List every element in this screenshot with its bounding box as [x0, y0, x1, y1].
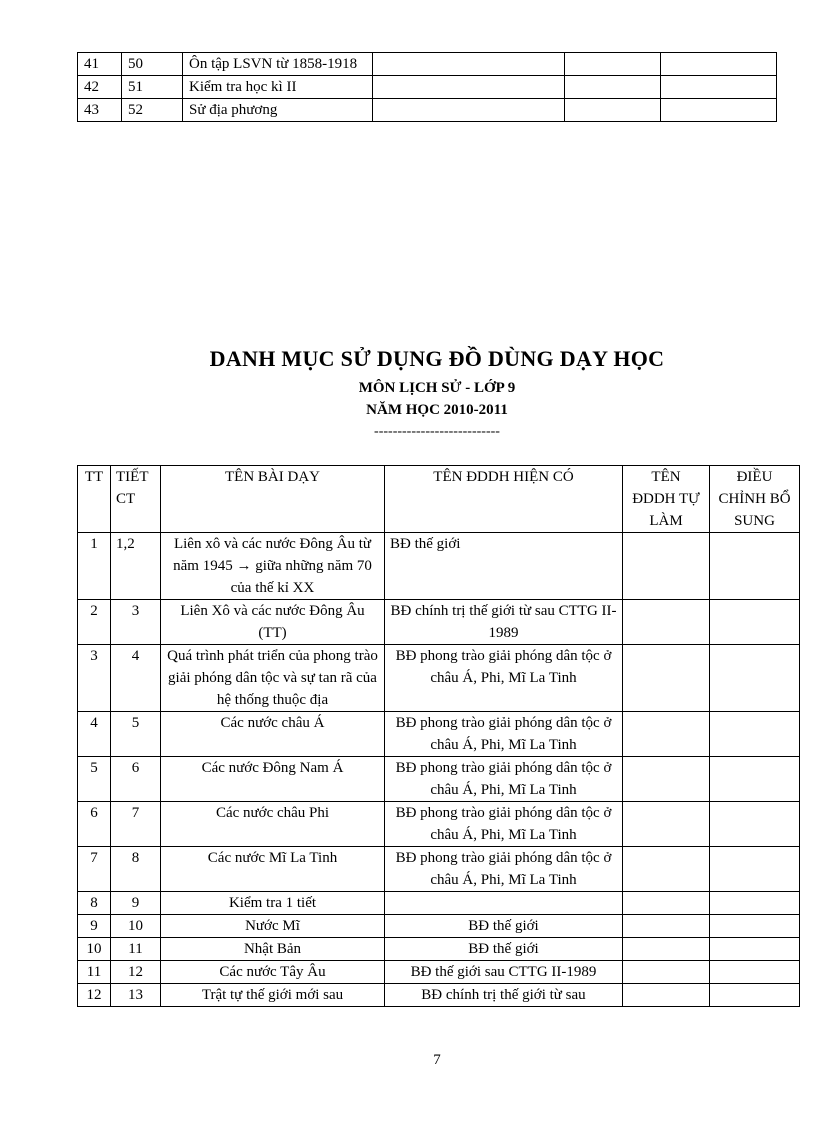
table-row: [78, 938, 800, 961]
cell-ten-bai: Liên Xô và các nước Đông Âu (TT): [161, 600, 385, 645]
cell-hien-co: BĐ chính trị thế giới từ sau: [385, 984, 623, 1007]
table-row: [78, 53, 777, 76]
cell-ten-bai: Liên xô và các nước Đông Âu từ năm 1945 → giữa những năm 70 của thế kỉ XX: [161, 533, 385, 600]
continuation-table: [77, 52, 777, 122]
cell-dieu-chinh: [710, 847, 800, 892]
cell-tiet: 6: [111, 757, 161, 802]
cell-tu-lam: [623, 938, 710, 961]
cell-tiet: 11: [111, 938, 161, 961]
cell-col6: [661, 53, 777, 76]
cell-tt: 43: [78, 99, 122, 122]
title-underline: ---------------------------: [374, 424, 500, 439]
cell-col5: [565, 99, 661, 122]
cell-hien-co: [385, 892, 623, 915]
cell-tt: 11: [78, 961, 111, 984]
table-row: [78, 645, 800, 712]
cell-dieu-chinh: [710, 938, 800, 961]
cell-ten-bai: Các nước châu Phi: [161, 802, 385, 847]
cell-tt: 6: [78, 802, 111, 847]
column-header-dieu-chinh: ĐIỀU CHỈNH BỔ SUNG: [710, 466, 800, 533]
cell-col5: [565, 76, 661, 99]
table-row: [78, 757, 800, 802]
cell-hien-co: BĐ chính trị thế giới từ sau CTTG II-1989: [385, 600, 623, 645]
equipment-table: [77, 465, 800, 1007]
cell-ten-bai: Các nước Mĩ La Tinh: [161, 847, 385, 892]
cell-hien-co: BĐ phong trào giải phóng dân tộc ở châu Á, Phi, Mĩ La Tinh: [385, 712, 623, 757]
cell-tiet: 4: [111, 645, 161, 712]
column-header-tiet: TIẾT CT: [111, 466, 161, 533]
cell-tiet: 12: [111, 961, 161, 984]
cell-tiet: 9: [111, 892, 161, 915]
cell-ten-bai: Các nước Tây Âu: [161, 961, 385, 984]
cell-tiet: 7: [111, 802, 161, 847]
table-header-row: [78, 466, 800, 533]
school-year: NĂM HỌC 2010-2011: [366, 402, 508, 418]
cell-dieu-chinh: [710, 600, 800, 645]
document-subject: MÔN LỊCH SỬ - LỚP 9: [358, 380, 516, 396]
table-row: [78, 802, 800, 847]
cell-tiet: 5: [111, 712, 161, 757]
cell-ten-bai: Nước Mĩ: [161, 915, 385, 938]
cell-ten-bai: Trật tự thế giới mới sau: [161, 984, 385, 1007]
table-row: [78, 76, 777, 99]
cell-hien-co: BĐ phong trào giải phóng dân tộc ở châu Á, Phi, Mĩ La Tinh: [385, 847, 623, 892]
cell-hien-co: BĐ thế giới: [385, 915, 623, 938]
cell-tt: 8: [78, 892, 111, 915]
cell-hien-co: BĐ phong trào giải phóng dân tộc ở châu Á, Phi, Mĩ La Tinh: [385, 757, 623, 802]
cell-tiet: 10: [111, 915, 161, 938]
table-row: [78, 712, 800, 757]
column-header-ten-bai: TÊN BÀI DẠY: [161, 466, 385, 533]
cell-ten-bai: Ôn tập LSVN từ 1858-1918: [183, 53, 373, 76]
cell-dieu-chinh: [710, 961, 800, 984]
cell-ten-bai: Quá trình phát triển của phong trào giải phóng dân tộc và sự tan rã của hệ thống thuộc địa: [161, 645, 385, 712]
cell-ten-bai: Nhật Bản: [161, 938, 385, 961]
cell-tiet: 51: [122, 76, 183, 99]
cell-tt: 1: [78, 533, 111, 600]
cell-tt: 3: [78, 645, 111, 712]
table-row: [78, 915, 800, 938]
cell-tu-lam: [623, 961, 710, 984]
column-header-tu-lam: TÊN ĐDDH TỰ LÀM: [623, 466, 710, 533]
cell-tt: 42: [78, 76, 122, 99]
cell-hien-co: BĐ thế giới sau CTTG II-1989: [385, 961, 623, 984]
cell-col6: [661, 76, 777, 99]
cell-tt: 4: [78, 712, 111, 757]
cell-dieu-chinh: [710, 712, 800, 757]
cell-tiet: 50: [122, 53, 183, 76]
cell-dieu-chinh: [710, 892, 800, 915]
cell-col6: [661, 99, 777, 122]
cell-dieu-chinh: [710, 984, 800, 1007]
cell-dieu-chinh: [710, 757, 800, 802]
cell-col5: [565, 53, 661, 76]
cell-ten-bai: Các nước Đông Nam Á: [161, 757, 385, 802]
cell-ten-bai: Các nước châu Á: [161, 712, 385, 757]
cell-thiet-bi: [373, 53, 565, 76]
cell-hien-co: BĐ phong trào giải phóng dân tộc ở châu Á, Phi, Mĩ La Tinh: [385, 645, 623, 712]
cell-hien-co: BĐ thế giới: [385, 533, 623, 600]
column-header-tt: TT: [78, 466, 111, 533]
cell-tu-lam: [623, 892, 710, 915]
cell-tu-lam: [623, 757, 710, 802]
cell-tt: 2: [78, 600, 111, 645]
cell-ten-bai: Kiểm tra học kì II: [183, 76, 373, 99]
cell-tiet: 3: [111, 600, 161, 645]
cell-tt: 41: [78, 53, 122, 76]
table-row: [78, 961, 800, 984]
cell-ten-bai: Sử địa phương: [183, 99, 373, 122]
table-row: [78, 600, 800, 645]
cell-thiet-bi: [373, 76, 565, 99]
cell-tt: 12: [78, 984, 111, 1007]
column-header-hien-co: TÊN ĐDDH HIỆN CÓ: [385, 466, 623, 533]
cell-dieu-chinh: [710, 915, 800, 938]
cell-tt: 9: [78, 915, 111, 938]
cell-thiet-bi: [373, 99, 565, 122]
cell-tu-lam: [623, 847, 710, 892]
cell-tu-lam: [623, 712, 710, 757]
cell-tiet: 52: [122, 99, 183, 122]
cell-tu-lam: [623, 645, 710, 712]
table-row: [78, 892, 800, 915]
cell-tu-lam: [623, 600, 710, 645]
cell-dieu-chinh: [710, 645, 800, 712]
cell-tt: 5: [78, 757, 111, 802]
cell-hien-co: BĐ phong trào giải phóng dân tộc ở châu Á, Phi, Mĩ La Tinh: [385, 802, 623, 847]
cell-tt: 7: [78, 847, 111, 892]
cell-tu-lam: [623, 533, 710, 600]
cell-ten-bai: Kiểm tra 1 tiết: [161, 892, 385, 915]
cell-tu-lam: [623, 802, 710, 847]
document-title: DANH MỤC SỬ DỤNG ĐỒ DÙNG DẠY HỌC: [209, 346, 665, 371]
cell-dieu-chinh: [710, 802, 800, 847]
table-row: [78, 984, 800, 1007]
table-row: [78, 533, 800, 600]
table-row: [78, 847, 800, 892]
cell-tu-lam: [623, 984, 710, 1007]
cell-tu-lam: [623, 915, 710, 938]
cell-hien-co: BĐ thế giới: [385, 938, 623, 961]
cell-dieu-chinh: [710, 533, 800, 600]
cell-tiet: 1,2: [111, 533, 161, 600]
cell-tt: 10: [78, 938, 111, 961]
cell-tiet: 13: [111, 984, 161, 1007]
table-row: [78, 99, 777, 122]
cell-tiet: 8: [111, 847, 161, 892]
page-number: 7: [433, 1052, 441, 1068]
